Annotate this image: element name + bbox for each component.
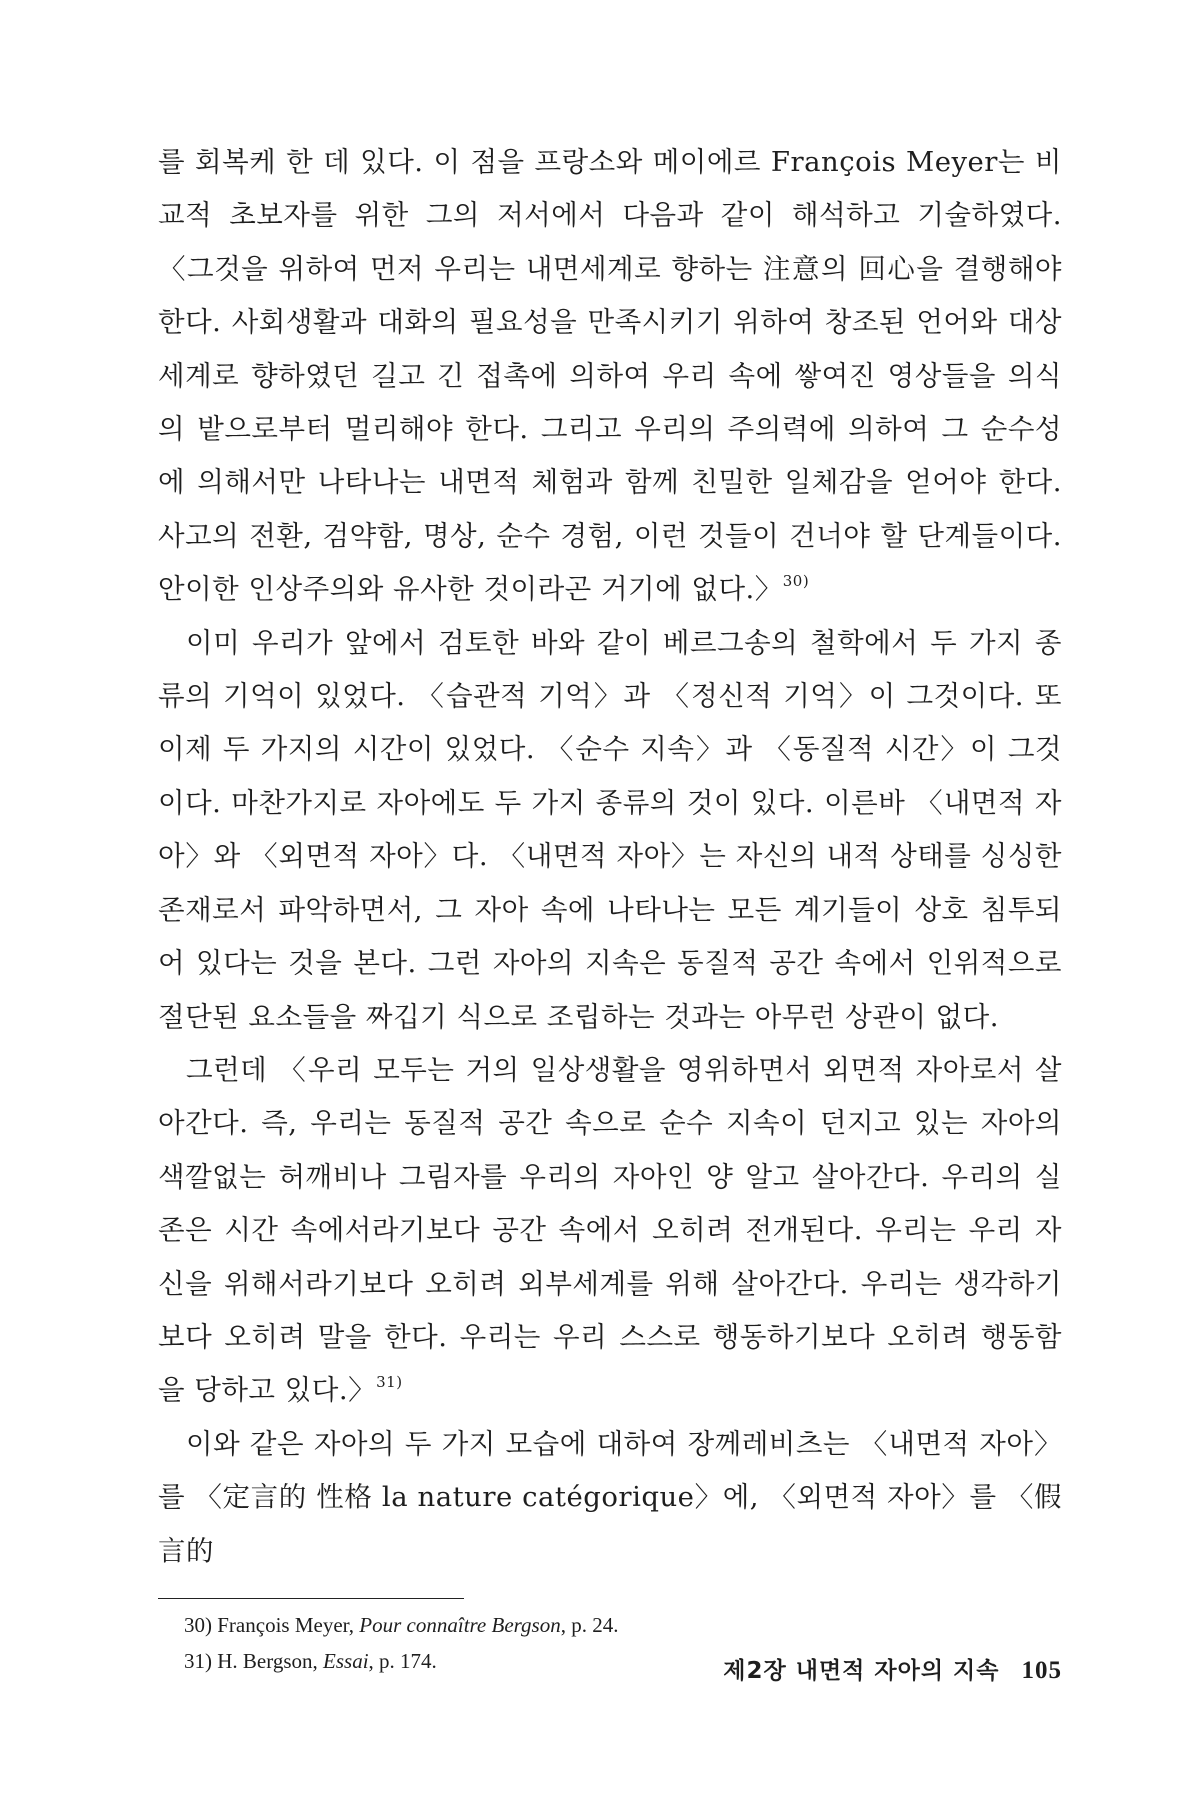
paragraph-text: 그런데 〈우리 모두는 거의 일상생활을 영위하면서 외면적 자아로서 살아간다. 즉, 우리는 동질적 공간 속으로 순수 지속이 던지고 있는 자아의 색깔없는 허깨비나 그림자를 우리의 자아인 양 알고 살아간다. 우리의 실존은 시간 속에서라기보다 공간 속에서 오히려 전개된다. 우리는 우리 자신을 위해서라기보다 오히려 외부세계를 위해 살아간다. 우리는 생각하기보다 오히려 말을 한다. 우리는 우리 스스로 행동하기보다 오히려 행동함을 당하고 있다.〉 xyxy=(158,1053,1063,1407)
running-footer xyxy=(723,1652,1062,1685)
body-text xyxy=(158,136,1062,1578)
footnote-reference: 31) xyxy=(376,1373,403,1392)
footnote-page: , p. 174. xyxy=(368,1648,437,1673)
footnote-author: François Meyer, xyxy=(217,1612,355,1637)
footnote-page: , p. 24. xyxy=(560,1612,619,1637)
paragraph-text: 이와 같은 자아의 두 가지 모습에 대하여 장께레비츠는 〈내면적 자아〉를 〈定言的 性格 la nature catégorique〉에, 〈외면적 자아〉를 〈假言的 xyxy=(158,1427,1062,1567)
page-content xyxy=(158,136,1063,1684)
footnote-number: 31) xyxy=(184,1648,212,1673)
chapter-title: 제2장 내면적 자아의 지속 xyxy=(723,1658,1000,1684)
footnote-number: 30) xyxy=(184,1612,212,1637)
footnote-author: H. Bergson, xyxy=(217,1648,318,1673)
footnote xyxy=(158,1607,1062,1643)
paragraph-text: 이미 우리가 앞에서 검토한 바와 같이 베르그송의 철학에서 두 가지 종류의 기억이 있었다. 〈습관적 기억〉과 〈정신적 기억〉이 그것이다. 또 이제 두 가지의 시간이 있었다. 〈순수 지속〉과 〈동질적 시간〉이 그것이다. 마찬가지로 자아에도 두 가지 종류의 것이 있다. 이른바 〈내면적 자아〉와 〈외면적 자아〉다. 〈내면적 자아〉는 자신의 내적 상태를 싱싱한 존재로서 파악하면서, 그 자아 속에 나타나는 모든 계기들이 상호 침투되어 있다는 것을 본다. 그런 자아의 지속은 동질적 공간 속에서 인위적으로 절단된 요소들을 짜깁기 식으로 조립하는 것과는 아무런 상관이 없다. xyxy=(158,626,1062,1033)
paragraph-text: 를 회복케 한 데 있다. 이 점을 프랑소와 메이에르 François Meyer는 비교적 초보자를 위한 그의 저서에서 다음과 같이 해석하고 기술하였다. 〈그것을 위하여 먼저 우리는 내면세계로 향하는 注意의 回心을 결행해야 한다. 사회생활과 대화의 필요성을 만족시키기 위하여 창조된 언어와 대상세계로 향하였던 길고 긴 접촉에 의하여 우리 속에 쌓여진 영상들을 의식의 밭으로부터 멀리해야 한다. 그리고 우리의 주의력에 의하여 그 순수성에 의해서만 나타나는 내면적 체험과 함께 친밀한 일체감을 얻어야 한다. 사고의 전환, 검약함, 명상, 순수 경험, 이런 것들이 건너야 할 단계들이다. 안이한 인상주의와 유사한 것이라곤 거기에 없다.〉 xyxy=(158,146,1062,606)
paragraph xyxy=(158,1044,1062,1418)
paragraph xyxy=(158,617,1062,1044)
paragraph xyxy=(158,1418,1062,1578)
paragraph xyxy=(158,136,1062,617)
footnote-title: Pour connaître Bergson xyxy=(359,1612,561,1637)
footnote-title: Essai xyxy=(323,1648,369,1673)
footnote-reference: 30) xyxy=(782,572,810,591)
footnote-divider xyxy=(158,1598,464,1599)
page-number: 105 xyxy=(1021,1657,1062,1684)
